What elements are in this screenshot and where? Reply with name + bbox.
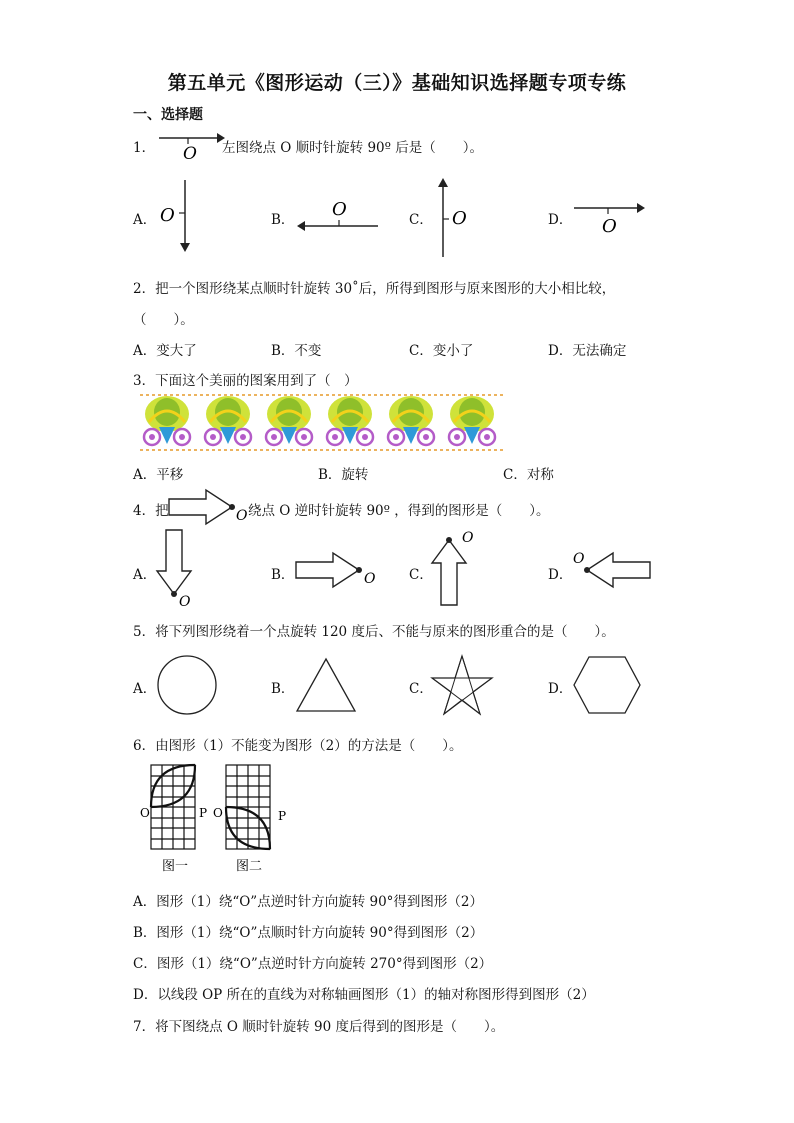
q3-option-c[interactable]: C．对称	[503, 467, 554, 483]
q6-fig2-caption: 图二	[236, 859, 263, 874]
q6-option-a[interactable]: A．图形（1）绕“O”点逆时针方向旋转 90°得到图形（2）	[133, 894, 484, 910]
pattern-motif	[144, 396, 190, 445]
q6-fig1-caption: 图一	[162, 859, 189, 874]
q6-label-p-1: P	[199, 806, 208, 820]
q5-option-c[interactable]: C．	[409, 681, 433, 697]
q1-option-c[interactable]: C．	[409, 212, 433, 228]
q4-text: 绕点 O 逆时针旋转 90º ，得到的图形是（ ）。	[248, 503, 550, 519]
section-heading: 一、选择题	[133, 107, 203, 123]
svg-text:O: O	[236, 508, 248, 524]
q6-grid-figures	[138, 760, 298, 876]
q6-grid-1	[151, 765, 195, 849]
svg-text:O: O	[452, 208, 467, 229]
q4-option-b[interactable]: B．	[271, 567, 295, 583]
q6-grid-2	[226, 765, 270, 849]
svg-text:O: O	[179, 594, 191, 610]
q4-option-c[interactable]: C．	[409, 567, 433, 583]
q5-triangle-figure	[294, 656, 358, 714]
q5-option-b[interactable]: B．	[271, 681, 295, 697]
q5-hexagon-figure	[572, 654, 642, 716]
q6-label-o-2: O	[213, 806, 223, 820]
svg-text:O: O	[462, 530, 474, 546]
q5-option-d[interactable]: D．	[548, 681, 573, 697]
q4-option-d-figure	[569, 548, 654, 588]
q4-prefix: 4．把	[133, 503, 169, 519]
q3-text: 3．下面这个美丽的图案用到了（ ）	[133, 373, 358, 389]
svg-text:O: O	[364, 571, 376, 587]
q5-circle-figure	[156, 654, 218, 716]
q6-option-c[interactable]: C．图形（1）绕“O”点逆时针方向旋转 270°得到图形（2）	[133, 956, 493, 972]
q2-option-c[interactable]: C．变小了	[409, 343, 474, 359]
q1-option-a-figure	[155, 175, 200, 255]
q6-label-o-1: O	[140, 806, 150, 820]
q2-option-d[interactable]: D．无法确定	[548, 343, 627, 359]
q4-arrow-figure	[166, 487, 251, 527]
q2-text-line1: 2．把一个图形绕某点顺时针旋转 30˚后，所得到图形与原来图形的大小相比较，	[133, 281, 616, 297]
page-title: 第五单元《图形运动（三）》基础知识选择题专项专练	[167, 72, 627, 94]
svg-text:O: O	[160, 205, 175, 226]
q3-option-b[interactable]: B．旋转	[318, 467, 369, 483]
q6-option-b[interactable]: B．图形（1）绕“O”点顺时针方向旋转 90°得到图形（2）	[133, 925, 484, 941]
q5-option-a[interactable]: A．	[133, 681, 157, 697]
q4-option-d[interactable]: D．	[548, 567, 573, 583]
q6-label-p-2: P	[278, 809, 287, 823]
q5-text: 5．将下列图形绕着一个点旋转 120 度后、不能与原来的图形重合的是（ ）。	[133, 624, 615, 640]
svg-text:O: O	[573, 551, 585, 567]
q1-number: 1．	[133, 140, 156, 156]
q1-option-b-figure	[295, 195, 385, 235]
q4-option-a-figure	[155, 527, 200, 612]
q4-option-a[interactable]: A．	[133, 567, 157, 583]
svg-text:O: O	[332, 199, 347, 220]
q4-option-c-figure	[430, 530, 480, 610]
q2-option-a[interactable]: A．变大了	[133, 343, 197, 359]
svg-text:O: O	[602, 216, 617, 237]
q7-text: 7．将下图绕点 O 顺时针旋转 90 度后得到的图形是（ ）。	[133, 1019, 505, 1035]
q3-pattern-image	[137, 392, 507, 454]
q1-text: 左图绕点 O 顺时针旋转 90º 后是（ ）。	[222, 140, 484, 156]
q6-option-d[interactable]: D．以线段 OP 所在的直线为对称轴画图形（1）的轴对称图形得到图形（2）	[133, 987, 595, 1003]
q1-option-d-figure	[572, 197, 652, 237]
q1-option-d[interactable]: D．	[548, 212, 573, 228]
q2-text-line2: （ ）。	[133, 312, 194, 328]
q2-option-b[interactable]: B．不变	[271, 343, 322, 359]
q1-option-a[interactable]: A．	[133, 212, 157, 228]
q1-option-c-figure	[433, 175, 478, 260]
q6-text: 6．由图形（1）不能变为图形（2）的方法是（ ）。	[133, 738, 463, 754]
q3-option-a[interactable]: A．平移	[133, 467, 184, 483]
q5-star-figure	[430, 654, 494, 716]
q1-point-o: O	[183, 144, 197, 164]
q1-option-b[interactable]: B．	[271, 212, 295, 228]
q4-option-b-figure	[293, 550, 378, 590]
